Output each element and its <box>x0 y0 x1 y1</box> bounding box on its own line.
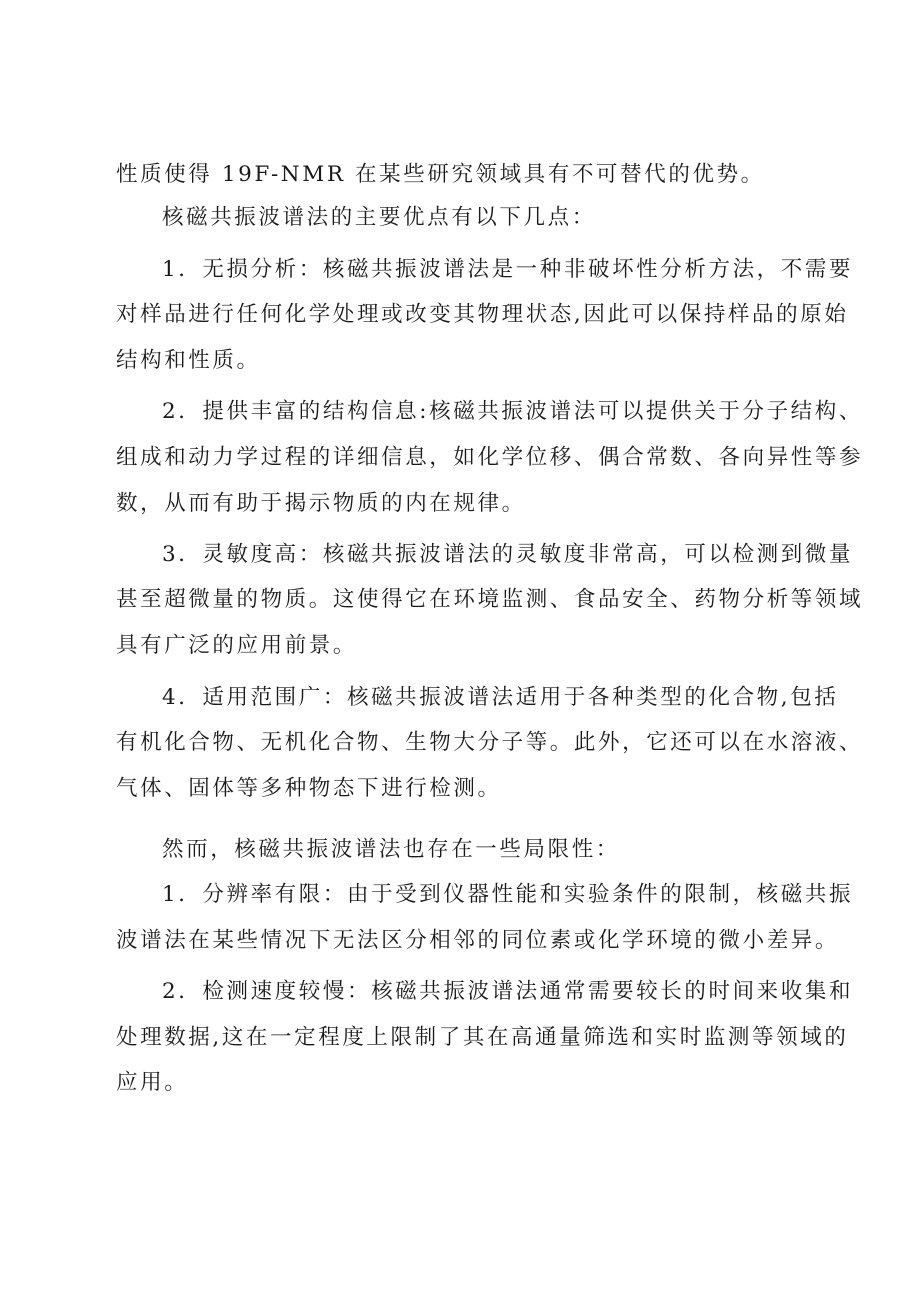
advantage-item-4: 4．适用范围广：核磁共振波谱法适用于各种类型的化合物,包括 <box>162 685 839 710</box>
text-line: 结构和性质。 <box>116 348 261 373</box>
text-line: 波谱法在某些情况下无法区分相邻的同位素或化学环境的微小差异。 <box>116 928 840 953</box>
text-line: 性质使得 19F-NMR 在某些研究领域具有不可替代的优势。 <box>116 162 765 187</box>
text-line: 数，从而有助于揭示物质的内在规律。 <box>116 491 526 516</box>
text-line: 有机化合物、无机化合物、生物大分子等。此外，它还可以在水溶液、 <box>116 730 864 755</box>
limitation-item-1: 1．分辨率有限：由于受到仪器性能和实验条件的限制，核磁共振 <box>162 882 854 907</box>
limitation-item-2: 2．检测速度较慢：核磁共振波谱法通常需要较长的时间来收集和 <box>162 979 854 1004</box>
paragraph-intro-limitations: 然而，核磁共振波谱法也存在一些局限性： <box>162 837 620 862</box>
text-line: 处理数据,这在一定程度上限制了其在高通量筛选和实时监测等领域的 <box>116 1025 849 1050</box>
text-line: 气体、固体等多种物态下进行检测。 <box>116 776 502 801</box>
paragraph-intro-advantages: 核磁共振波谱法的主要优点有以下几点： <box>162 205 596 230</box>
text-line: 应用。 <box>116 1070 189 1095</box>
text-line: 甚至超微量的物质。这使得它在环境监测、食品安全、药物分析等领域 <box>116 587 864 612</box>
text-line: 具有广泛的应用前景。 <box>116 633 358 658</box>
advantage-item-2: 2．提供丰富的结构信息:核磁共振波谱法可以提供关于分子结构、 <box>162 399 863 424</box>
text-line: 组成和动力学过程的详细信息，如化学位移、偶合常数、各向异性等参 <box>116 445 864 470</box>
advantage-item-3: 3．灵敏度高：核磁共振波谱法的灵敏度非常高，可以检测到微量 <box>162 542 854 567</box>
advantage-item-1: 1．无损分析：核磁共振波谱法是一种非破坏性分析方法，不需要 <box>162 257 854 282</box>
text-line: 对样品进行任何化学处理或改变其物理状态,因此可以保持样品的原始 <box>116 302 849 327</box>
